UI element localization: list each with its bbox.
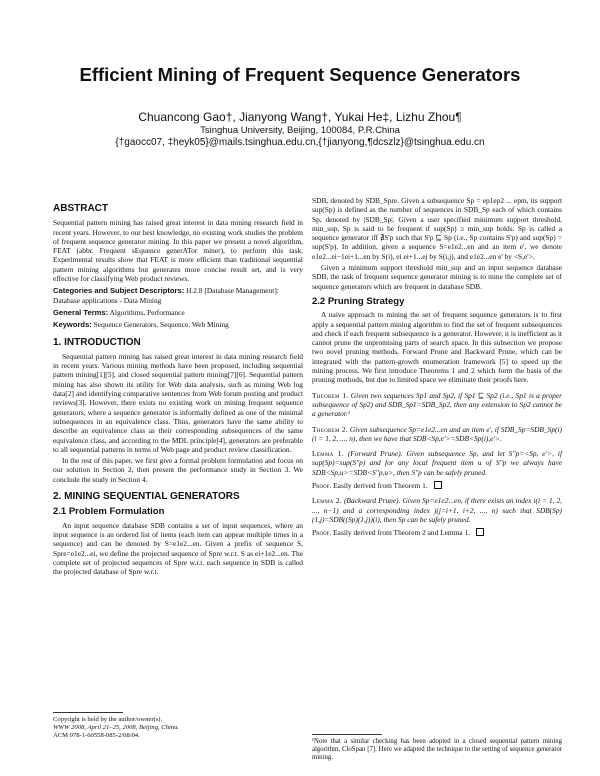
categories-value: H.2.8 [Database Management]: Database applications - Data Mining — [53, 286, 279, 305]
keywords-value: Sequence Generators, Sequence, Web Mining — [91, 320, 229, 330]
proof-2-text: Easily derived from Theorem 2 and Lemma 1. — [331, 528, 471, 538]
section-2-1-paragraph: An input sequence database SDB contains a set of input sequences, where an input sequence is an ordered list of items (each item can appear multiple times in a sequence) and can be denoted by S=e1e2...en. Given a prefix of sequence S, Spre=e1e2...ei, we define the projected sequence of Spre w.r.t. S as ei+1e2...en. The complete set of projected sequences of Spre w.r.t. each sequence in SDB is called the projected database of Spre w.r.t. — [53, 520, 303, 577]
qed-square-icon — [434, 481, 442, 489]
section-1-paragraph-2: In the rest of this paper, we first give a formal problem formulation and focus on our solution in Section 2, then present the performance study in Section 3. We conclude the study in Section 4. — [53, 456, 303, 484]
section-2-2-heading: 2.2 Pruning Strategy — [312, 295, 405, 307]
proof-1-text: Easily derived from Theorem 1. — [331, 481, 428, 491]
section-1-heading: 1. INTRODUCTION — [53, 336, 141, 348]
copyright-footer — [53, 712, 303, 740]
author-emails: {†gaocc07, ‡heyk05}@mails.tsinghua.edu.cn,{†jianyong,¶dcszlz}@tsinghua.edu.cn — [115, 137, 485, 148]
theorem-1-label: Theorem 1. — [312, 390, 349, 400]
formulation-continued: SDB, denoted by SDB_Spre. Given a subsequence Sp = ep1ep2 ... epm, its support sup(Sp) is defined as the number of sequences in SDB_Sp each of which contains Sp, denoted by |SDB_Sp|. Given a user specified minimum support threshold, min_sup, Sp is said to be frequent if sup(Sp) ≥ min_sup holds. Sp is called a sequence generator iff ∄S'p such that S'p ⊑ Sp (i.e., Sp contains S'p) and sup(Sp) = sup(S'p). In addition, given a sequence S=e1e2...en and an item e', we denote e1e2...ei−1ei+1...en by S(i), ei ei+1...ej by S(i,j), and e1e2...en e' by <S,e'>. — [312, 196, 562, 261]
proof-1-label: Proof. — [312, 481, 332, 491]
task-definition: Given a minimum support threshold min_sup and an input sequence database SDB, the task of frequent sequence generator mining is to mine the complete set of sequence generators which are frequent in database SDB. — [312, 263, 562, 291]
lemma-2 — [312, 496, 562, 524]
theorem-1-text: Given two sequences Sp1 and Sp2, if Sp1 ⊑ Sp2 (i.e., Sp1 is a proper subsequence of Sp2) and SDB_Sp1=SDB_Sp2, then any extension to Sp2 cannot be a generator.¹ — [312, 390, 562, 419]
terms-line — [53, 308, 303, 317]
lemma-2-label: Lemma 2. — [312, 496, 342, 506]
lemma-1-text: (Forward Prune). Given subsequence Sp, and let S''p=<Sp, e'>, if sup(Sp)=sup(S''p) and for any local frequent item u of S''p we always have SDB<Sp,u>=SDB<S''p,u>, then S''p can be safely pruned. — [312, 449, 562, 477]
lemma-2-text: (Backward Prune). Given Sp=e1e2...en, if there exists an index i(i = 1, 2, ..., n−1) and a corresponding index j(j=i+1, i+2, ..., n) such that SDB(Sp)(1,j)=SDB((Sp)(1,j))(i), then Sp can be safely pruned. — [312, 496, 562, 524]
acm-line: ACM 978-1-60558-085-2/08/04. — [53, 732, 140, 739]
footnote-rule — [312, 734, 382, 735]
keywords-line — [53, 320, 303, 329]
copyright-line: Copyright is held by the author/owner(s). — [53, 716, 163, 723]
section-1-paragraph-1: Sequential pattern mining has raised great interest in data mining research field in recent years. Various mining methods have been proposed, including sequential pattern mining[1][5], and closed sequential pattern mining[7][6]. Sequential pattern mining has also shown its utility for Web data analysis, such as mining Web log data[2] and identifying comparative sentences from Web forum posting and product reviews[3]. However, there exists no existing work on mining frequent sequence generators, where a sequence generator is informally defined as one of the minimal subsequences in an equivalence class. Thus, generators have the same ability to describe an equivalence class as their corresponding subsequences of the same equivalence class, and according to the MDL principle[4], generators are preferable to all sequential patterns in terms of Web page and product review classification. — [53, 351, 303, 454]
theorem-2-text: Given subsequence Sp=e1e2...en and an item e', if SDB_Sp=SDB_Sp(i) (i = 1, 2, ..., n), then we have that SDB<Sp,e'>=SDB<Sp(i),e'>. — [312, 424, 562, 443]
keywords-label: Keywords: — [53, 320, 92, 330]
footnote-1: ¹Note that a similar checking has been adopted in a closed sequential pattern mining algorithm, CloSpan [7]. Here we adapted the technique to the setting of sequence generator mining. — [312, 738, 562, 761]
left-column — [53, 196, 303, 578]
abstract-heading: ABSTRACT — [53, 203, 108, 214]
section-2-1-heading: 2.1 Problem Formulation — [53, 506, 165, 518]
footnote-area — [312, 734, 562, 762]
theorem-1 — [312, 391, 562, 419]
categories-line — [53, 286, 303, 305]
author-list: Chuancong Gao†, Jianyong Wang†, Yukai He‡, Lizhu Zhou¶ — [138, 110, 462, 124]
proof-1 — [312, 481, 562, 490]
abstract-text: Sequential pattern mining has raised great interest in data mining research field in recent years. However, to our best knowledge, no existing work studies the problem of frequent sequence generator mining. In this paper we present a novel algorithm, FEAT (abbr. Frequent sEquence generATor miner), to perform this task. Experimental results show that FEAT is more efficient than traditional sequential pattern mining algorithms but generates more concise result set, and is very effective for classifying Web product reviews. — [53, 218, 303, 284]
conference-line: WWW 2008, April 21–25, 2008, Beijing, China. — [53, 724, 180, 731]
terms-label: General Terms: — [53, 307, 109, 317]
proof-2-label: Proof. — [312, 528, 332, 538]
qed-square-icon — [476, 528, 484, 536]
lemma-1-label: Lemma 1. — [312, 449, 344, 459]
categories-label: Categories and Subject Descriptors: — [53, 286, 185, 296]
footer-rule — [53, 712, 123, 713]
section-2-heading: 2. MINING SEQUENTIAL GENERATORS — [53, 491, 240, 503]
lemma-1 — [312, 449, 562, 477]
right-column — [312, 196, 562, 542]
terms-value: Algorithms, Performance — [108, 307, 185, 317]
theorem-2 — [312, 425, 562, 444]
affiliation: Tsinghua University, Beijing, 100084, P.R.China — [200, 125, 400, 136]
theorem-2-label: Theorem 2. — [312, 424, 349, 434]
proof-2 — [312, 528, 562, 537]
paper-title: Efficient Mining of Frequent Sequence Generators — [79, 64, 521, 85]
section-2-2-paragraph: A naive approach to mining the set of frequent sequence generators is to first apply a sequential pattern mining algorithm to find the set of frequent subsequences and check if each frequent subsequence is a generator. However, it is inefficient as it cannot prune the unpromising parts of search space. In this subsection we propose two novel pruning methods, Forward Prune and Backward Prune, which can be integrated with the pattern-growth enumeration framework [5] to speed up the mining process. We first introduce Theorems 1 and 2 which form the basis of the pruning methods, but due to limited space we eliminate their proofs here. — [312, 310, 562, 385]
